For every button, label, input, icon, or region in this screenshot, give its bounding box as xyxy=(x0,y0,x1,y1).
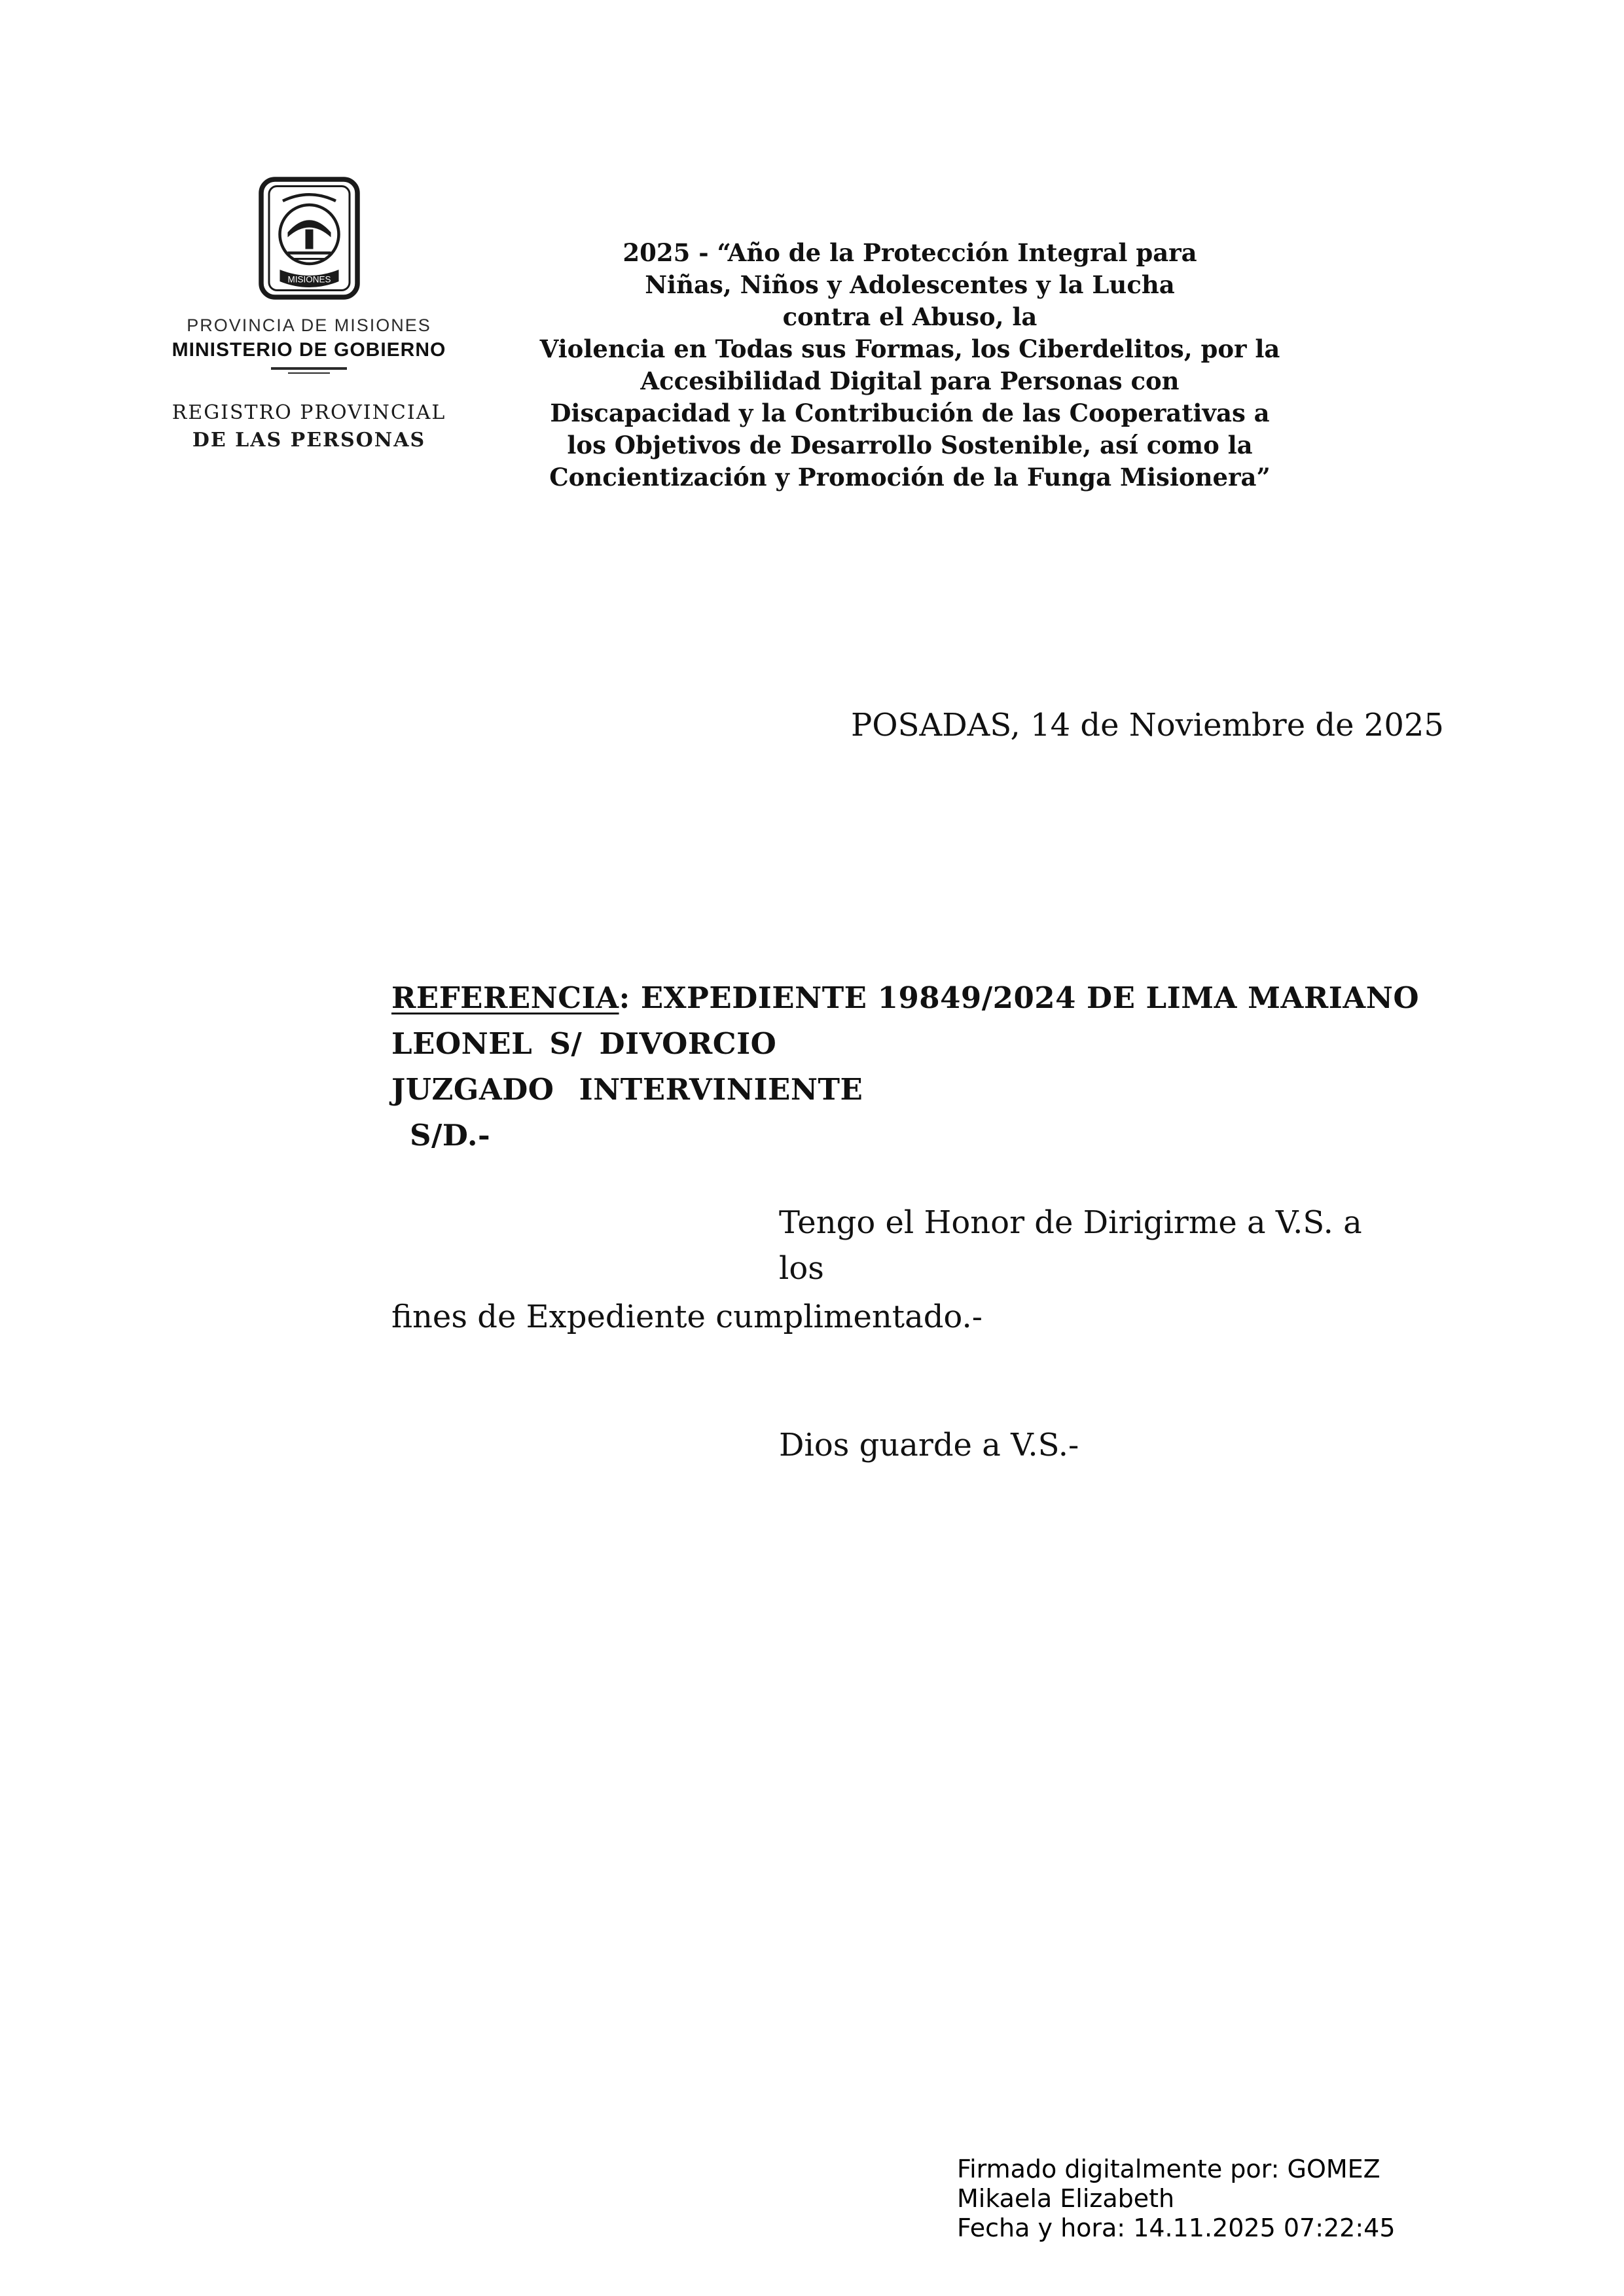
body-line3: fines de Expediente cumplimentado.- xyxy=(391,1299,983,1335)
ministry-name: MINISTERIO DE GOBIERNO xyxy=(171,339,446,361)
motto-line: Concientización y Promoción de la Funga Misionera” xyxy=(549,463,1271,492)
reference-block xyxy=(391,975,1419,1158)
dateline: POSADAS, 14 de Noviembre de 2025 xyxy=(851,707,1444,744)
reference-line1-text: : EXPEDIENTE 19849/2024 DE LIMA MARIANO xyxy=(619,980,1420,1015)
year-motto xyxy=(481,237,1339,493)
motto-line: contra el Abuso, la xyxy=(782,302,1038,331)
body-line2: los xyxy=(779,1250,824,1287)
body-line1: Tengo el Honor de Dirigirme a V.S. a xyxy=(779,1204,1362,1241)
reference-line1 xyxy=(391,975,1419,1021)
motto-line: Violencia en Todas sus Formas, los Ciberdelitos, por la xyxy=(539,334,1280,363)
reference-label: REFERENCIA xyxy=(391,980,619,1015)
closing-line: Dios guarde a V.S.- xyxy=(779,1427,1079,1463)
motto-line: los Objetivos de Desarrollo Sostenible, así como la xyxy=(567,431,1253,459)
digital-signature-block xyxy=(957,2155,1396,2243)
reference-addressee: S/D.- xyxy=(410,1118,491,1153)
registry-name-line1: REGISTRO PROVINCIAL xyxy=(171,401,446,424)
signature-line1: Firmado digitalmente por: GOMEZ xyxy=(957,2155,1380,2183)
registry-name-line2: DE LAS PERSONAS xyxy=(192,429,426,452)
province-name: PROVINCIA DE MISIONES xyxy=(187,315,431,335)
motto-line: Niñas, Niños y Adolescentes y la Lucha xyxy=(645,270,1175,299)
provincial-seal-icon xyxy=(255,175,363,305)
flourish-divider xyxy=(271,367,347,374)
reference-line3: JUZGADO INTERVINIENTE xyxy=(391,1072,863,1107)
letterhead-logo-block xyxy=(171,175,446,452)
motto-line: Accesibilidad Digital para Personas con xyxy=(640,367,1180,395)
seal-banner-text: MISIONES xyxy=(287,274,331,285)
motto-line: Discapacidad y la Contribución de las Cooperativas a xyxy=(550,399,1270,427)
signature-line2: Mikaela Elizabeth xyxy=(957,2184,1175,2213)
signature-line3: Fecha y hora: 14.11.2025 07:22:45 xyxy=(957,2214,1396,2242)
motto-line: 2025 - “Año de la Protección Integral para xyxy=(623,238,1197,267)
reference-line2: LEONEL S/ DIVORCIO xyxy=(391,1026,777,1061)
